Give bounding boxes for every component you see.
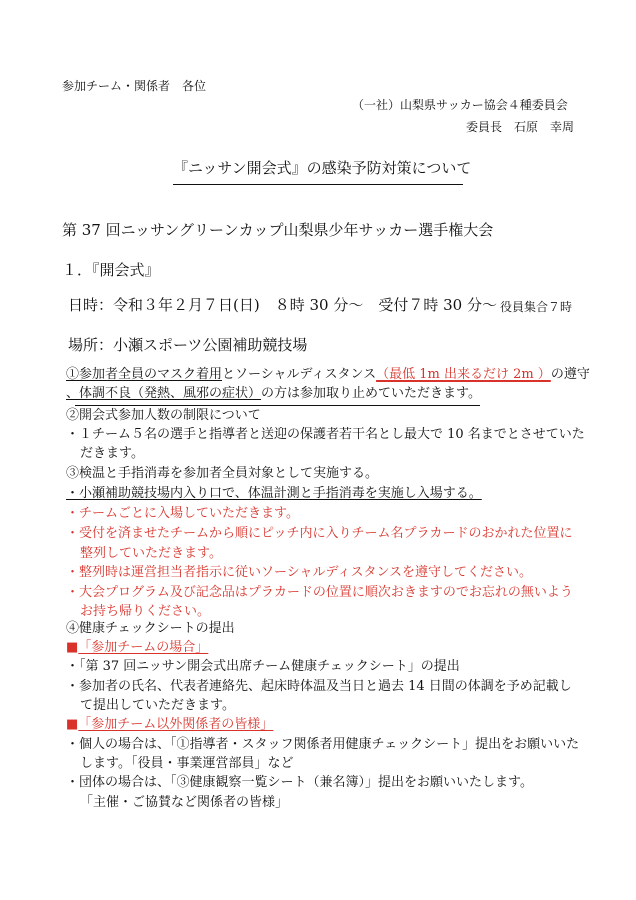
item4-teams-bullet2b: て提出していただきます。 [80, 698, 235, 713]
item3-heading: ③検温と手指消毒を参加者全員対象として実施する。 [66, 466, 379, 481]
item4-teams-heading [66, 641, 208, 654]
square-bullet-icon: ■ [66, 640, 79, 655]
item1-line1 [66, 368, 590, 381]
item1-observance: の遵守 [550, 367, 590, 382]
item4-teams-label: 「参加チームの場合」 [78, 640, 209, 655]
item4-teams-bullet2a: ・参加者の氏名、代表者連絡先、起床時体温及当日と過去 14 日間の体調を予め記載し [66, 679, 572, 694]
item4-teams-bullet1: ・「第 37 回ニッサン開会式出席チーム健康チェックシート」の提出 [66, 659, 460, 674]
item4-others-bullet1b: します。「役員・事業運営部員」など [80, 756, 294, 771]
item1-distance-detail: （最低 1m 出来るだけ 2m ） [376, 367, 551, 382]
event-datetime: 日時：令和３年２月７日(日) ８時 30 分～ 受付７時 30 分～ [68, 296, 497, 314]
organization-name: （一社）山梨県サッカー協会４種委員会 [352, 98, 568, 112]
item4-heading: ④健康チェックシートの提出 [66, 621, 235, 636]
staff-assembly-time: 役員集合７時 [500, 300, 573, 314]
event-name: 第 37 回ニッサングリーンカップ山梨県少年サッカー選手権大会 [62, 221, 494, 239]
item3-bullet-team-entry: ・チームごとに入場していただきます。 [66, 506, 299, 521]
item2-line1: ・１チーム５名の選手と指導者と送迎の保護者若干名とし最大で 10 名までとさせていた [66, 427, 585, 442]
item2-heading: ②開会式参加人数の制限について [66, 408, 261, 423]
item3-bullet-program-a: ・大会プログラム及び記念品はプラカードの位置に順次おきますのでお忘れの無いよう [66, 585, 573, 600]
item3-bullet-reception-a: ・受付を済ませたチームから順にピッチ内に入りチーム名プラカードのおかれた位置に [66, 526, 573, 541]
item3-bullet-entrance: ・小瀬補助競技場内入り口で、体温計測と手指消毒を実施し入場する。 [66, 486, 482, 501]
section-heading-opening-ceremony: １．『開会式』 [62, 261, 160, 279]
item4-others-bullet2a: ・団体の場合は、「③健康観察一覧シート（兼名簿）」提出をお願いいたします。 [66, 775, 533, 790]
document-title: 『ニッサン開会式』の感染予防対策について [173, 159, 472, 177]
title-underline [173, 184, 463, 185]
item3-bullet-reception-b: 整列していただきます。 [80, 546, 222, 561]
item4-others-heading [66, 718, 273, 731]
item4-others-bullet2b: 「主催・ご協賛など関係者の皆様」 [80, 795, 289, 810]
item1-distance-text: とソーシャルディスタンス [222, 367, 377, 382]
square-bullet-icon: ■ [66, 717, 79, 732]
item1-line2 [66, 387, 481, 400]
item4-others-bullet1a: ・個人の場合は、「①指導者・スタッフ関係者用健康チェックシート」提出をお願いいた [66, 737, 580, 752]
addressee: 参加チーム・関係者 各位 [62, 79, 207, 93]
item1-underline [75, 405, 480, 406]
item2-line2: だきます。 [80, 446, 144, 461]
item3-bullet-program-b: お持ち帰りください。 [80, 604, 211, 619]
item1-cancel-text: の方は参加取り止めていただきます。 [261, 386, 481, 401]
item4-others-label: 「参加チーム以外関係者の皆様」 [78, 717, 274, 732]
item1-illness-text: 、体調不良（発熱、風邪の症状） [66, 386, 262, 401]
committee-chair: 委員長 石原 幸周 [466, 120, 575, 134]
event-venue: 場所：小瀬スポーツ公園補助競技場 [68, 336, 308, 354]
item3-bullet-lineup: ・整列時は運営担当者指示に従いソーシャルディスタンスを遵守してください。 [66, 565, 533, 580]
item1-mask-text: ①参加者全員のマスク着用 [66, 367, 223, 382]
